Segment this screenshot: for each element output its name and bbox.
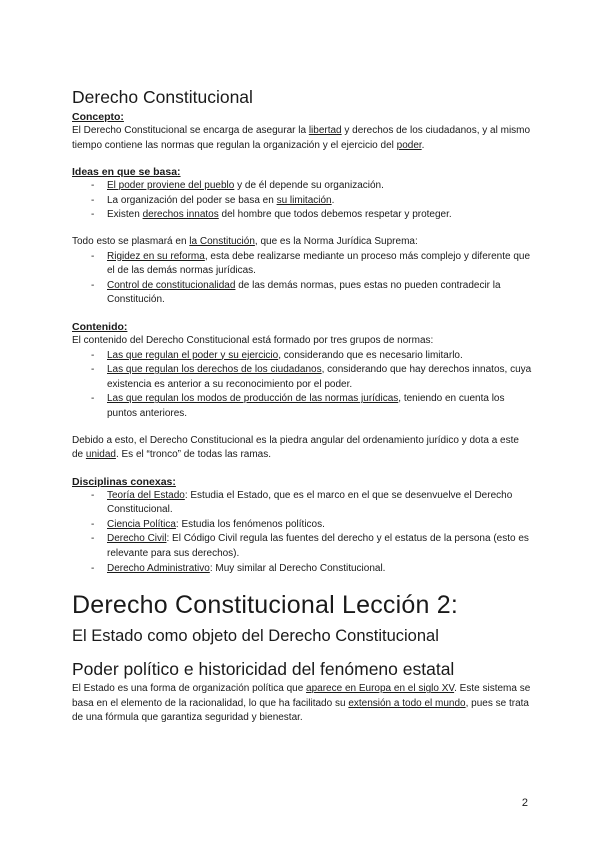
list-item: - Teoría del Estado: Estudia el Estado, que es el marco en el que se desenvuelve el Derecho Constitucional. bbox=[72, 489, 532, 518]
list-item: - Rigidez en su reforma, esta debe realizarse mediante un proceso más complejo y diferente que el de las demás normas jurídicas. bbox=[72, 250, 532, 279]
list-item: - Ciencia Política: Estudia los fenómenos políticos. bbox=[72, 518, 532, 533]
ideas-heading: Ideas en que se basa: bbox=[72, 166, 181, 179]
debido-paragraph: Debido a esto, el Derecho Constitucional es la piedra angular del ordenamiento jurídico y dota a este de unidad. Es el “tronco” de todas las ramas. bbox=[72, 434, 519, 461]
ideas-list bbox=[72, 179, 532, 223]
constitucion-list bbox=[72, 250, 532, 308]
contenido-intro: El contenido del Derecho Constitucional está formado por tres grupos de normas: bbox=[72, 334, 434, 346]
lesson-title: Derecho Constitucional Lección 2: bbox=[72, 591, 458, 620]
list-item: - Las que regulan el poder y su ejercicio, considerando que es necesario limitarlo. bbox=[72, 349, 532, 364]
lesson-subtitle: El Estado como objeto del Derecho Constitucional bbox=[72, 627, 439, 646]
concepto-paragraph: El Derecho Constitucional se encarga de asegurar la libertad y derechos de los ciudadanos, y al mismo tiempo contiene las normas que regulan la organización y el ejercicio del poder. bbox=[72, 125, 531, 151]
concepto-heading: Concepto: bbox=[72, 111, 124, 123]
contenido-list bbox=[72, 349, 532, 422]
contenido-heading: Contenido: bbox=[72, 320, 128, 333]
list-item: - La organización del poder se basa en su limitación. bbox=[72, 194, 532, 209]
list-item: - Las que regulan los derechos de los ciudadanos, considerando que hay derechos innatos, cuya existencia es anterior a su reconocimiento por el poder. bbox=[72, 363, 532, 392]
list-item: - Derecho Civil: El Código Civil regula las fuentes del derecho y el estatus de la persona (esto es relevante para sus derechos). bbox=[72, 532, 532, 561]
disciplinas-list bbox=[72, 489, 532, 577]
list-item: - Control de constitucionalidad de las demás normas, pues estas no pueden contradecir la Constitución. bbox=[72, 279, 532, 308]
page-title: Derecho Constitucional bbox=[72, 87, 253, 107]
list-item: - Existen derechos innatos del hombre que todos debemos respetar y proteger. bbox=[72, 208, 532, 223]
document-page bbox=[72, 86, 532, 726]
list-item: - El poder proviene del pueblo y de él depende su organización. bbox=[72, 179, 532, 194]
page-number: 2 bbox=[521, 797, 528, 809]
disciplinas-heading: Disciplinas conexas: bbox=[72, 475, 176, 488]
constitucion-paragraph: Todo esto se plasmará en la Constitución, que es la Norma Jurídica Suprema: bbox=[72, 235, 418, 247]
estado-paragraph: El Estado es una forma de organización política que aparece en Europa en el siglo XV. Este sistema se basa en el elemento de la racionalidad, lo que ha facilitado su extensión a todo el mundo, pues se trata de una fórmula que garantiza seguridad y bienestar. bbox=[72, 683, 531, 724]
section-heading: Poder político e historicidad del fenómeno estatal bbox=[72, 659, 455, 680]
list-item: - Las que regulan los modos de producción de las normas jurídicas, teniendo en cuenta los puntos anteriores. bbox=[72, 392, 532, 421]
list-item: - Derecho Administrativo: Muy similar al Derecho Constitucional. bbox=[72, 562, 532, 577]
